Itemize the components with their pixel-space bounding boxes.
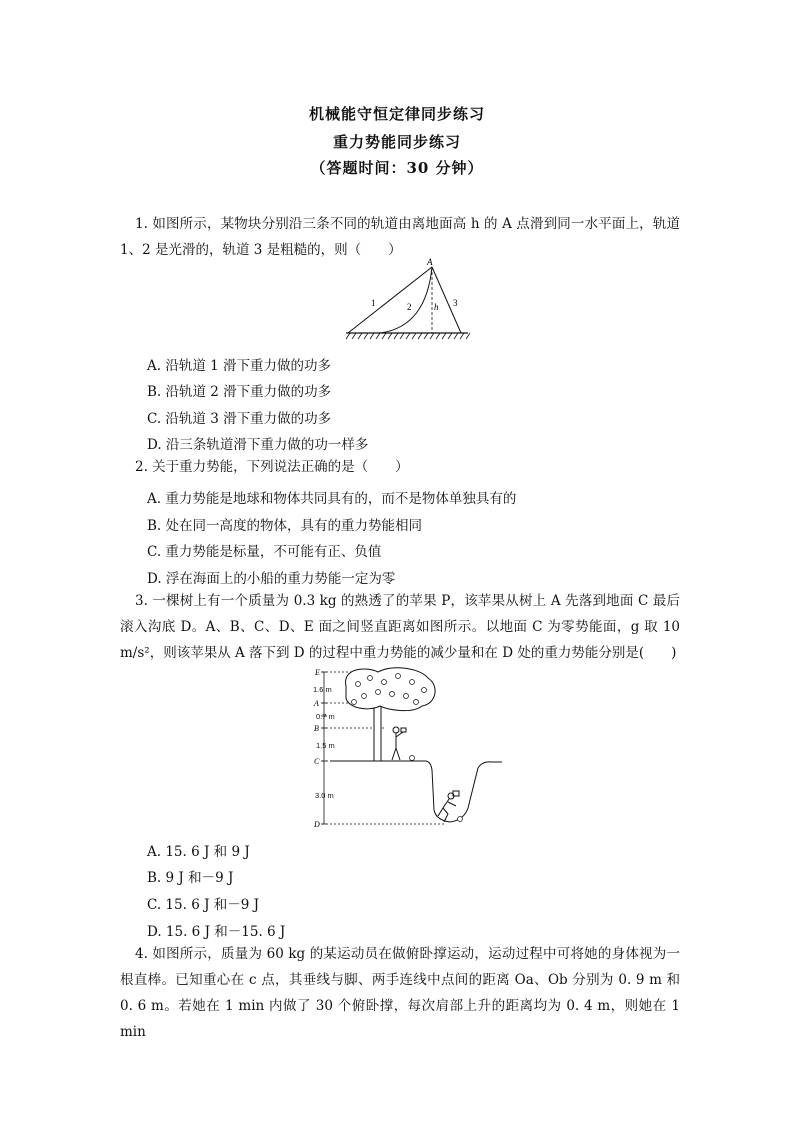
question-3-figure [308,664,508,832]
distance-b-c: 1.5 m [316,741,335,750]
q3-option-c[interactable]: C. 15. 6 J 和－9 J [147,897,260,913]
doc-title: 机械能守恒定律同步练习 [308,105,485,123]
track-2-label: 2 [407,302,412,312]
distance-e-a: 1.6 m [313,685,332,694]
q1-option-b[interactable]: B. 沿轨道 2 滑下重力做的功多 [147,384,332,400]
track-1-label: 1 [371,298,376,308]
track-2 [380,267,432,333]
person-crouching [438,791,459,822]
q2-option-a[interactable]: A. 重力势能是地球和物体共同具有的，而不是物体单独具有的 [147,491,517,507]
q2-option-b[interactable]: B. 处在同一高度的物体，具有的重力势能相同 [147,518,423,534]
q3-option-d[interactable]: D. 15. 6 J 和－15. 6 J [147,924,286,940]
q1-option-c[interactable]: C. 沿轨道 3 滑下重力做的功多 [147,411,332,427]
ground-profile [330,761,502,822]
q1-option-a[interactable]: A. 沿轨道 1 滑下重力做的功多 [147,358,332,374]
level-c-label: C [314,757,320,766]
q1-option-d[interactable]: D. 沿三条轨道滑下重力做的功一样多 [147,437,369,453]
level-d-label: D [314,820,320,829]
q3-option-b[interactable]: B. 9 J 和－9 J [147,870,234,886]
time-limit: （答题时间：30 分钟） [310,159,484,177]
question-1-figure [340,255,475,341]
level-a-label: A [314,699,319,708]
level-b-label: B [314,724,319,733]
distance-c-d: 3.0 m [315,791,334,800]
ground-hatching [346,333,470,339]
q3-option-a[interactable]: A. 15. 6 J 和 9 J [147,844,250,860]
question-1-text: 1. 如图所示，某物块分别沿三条不同的轨道由离地面高 h 的 A 点滑到同一水平面上，轨道 1、2 是光滑的，轨道 3 是粗糙的，则（ ） [120,216,680,258]
question-4-text: 4. 如图所示，质量为 60 kg 的某运动员在做俯卧撑运动，运动过程中可将她的身体视为一根直棒。已知重心在 c 点，其垂线与脚、两手连线中点间的距离 Oa、Ob 分别为 0. 9 m 和 0. 6 m。若她在 1 min 内做了 30 个俯卧撑，每次肩部上升的距离均为 0. 4 m，则她在 1 min [120,946,680,1040]
height-label: h [434,302,439,312]
point-a-label: A [427,257,433,267]
doc-subtitle: 重力势能同步练习 [332,133,461,151]
question-3-text: 3. 一棵树上有一个质量为 0.3 kg 的熟透了的苹果 P，该苹果从树上 A 先落到地面 C 最后滚入沟底 D。A、B、C、D、E 面之间竖直距离如图所示。以地面 C 为零势能面，g 取 10 m/s²，则该苹果从 A 落下到 D 的过程中重力势能的减少量和在 D 处的重力势能分别是( ) [120,593,680,661]
track-3-label: 3 [453,298,458,308]
person-standing [392,727,406,760]
distance-a-b: 0.7 m [316,712,335,721]
question-2-text: 2. 关于重力势能，下列说法正确的是（ ） [135,459,409,475]
track-1 [348,267,432,333]
q2-option-c[interactable]: C. 重力势能是标量，不可能有正、负值 [147,544,382,560]
level-e-label: E [315,668,320,677]
q2-option-d[interactable]: D. 浮在海面上的小船的重力势能一定为零 [147,571,396,587]
